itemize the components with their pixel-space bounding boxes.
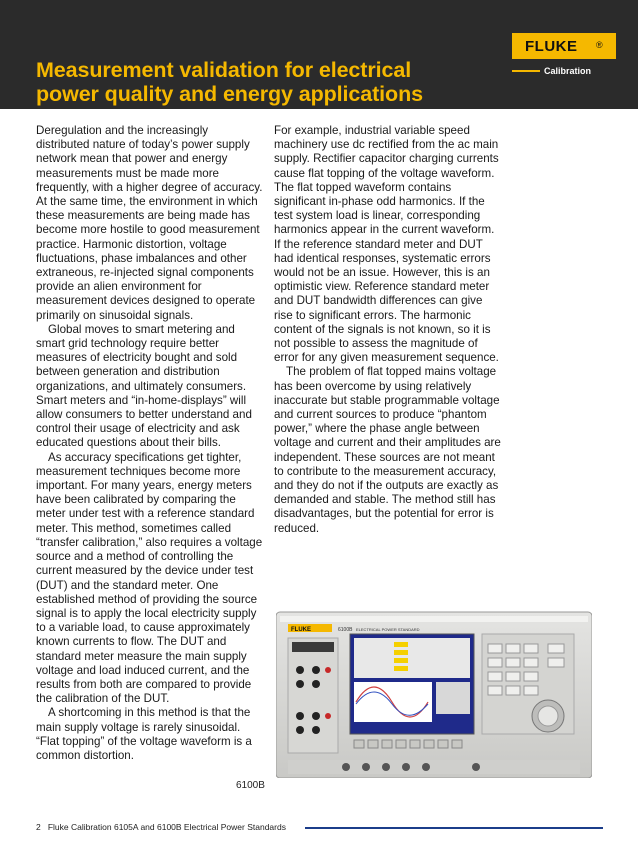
paragraph: For example, industrial variable speed machinery use dc rectified from the ac main supply. Rectifier capacitor charging currents cause flat topping of the voltage waveform. The flat topped waveform contains significant in-phase odd harmonics. If the test system load is linear, corresponding harmonics appear in the current waveform. If the reference standard meter and DUT had identical responses, systematic errors would not be an issue. However, this is an optimistic view. Reference standard meter and DUT bandwidth differences can give rise to significant errors. The harmonic content of the signals is not known, so it is not possible to assess the magnitude of error for any given measurement sequence. xyxy=(274,124,499,365)
device-photo-6100b xyxy=(276,604,592,778)
device-panel-label: ELECTRICAL POWER STANDARD xyxy=(356,627,420,632)
device-model: 6100B xyxy=(338,627,353,633)
device-brand: FLUKE xyxy=(291,627,311,633)
title-line-2: power quality and energy applications xyxy=(36,82,423,106)
fluke-logo-text: FLUKE xyxy=(525,38,578,55)
paragraph: A shortcoming in this method is that the main supply voltage is rarely sinusoidal. “Flat topping” of the voltage waveform is a common distortion. xyxy=(36,706,252,762)
registered-mark: ® xyxy=(596,40,603,50)
right-column xyxy=(274,124,504,536)
footer-text: Fluke Calibration 6105A and 6100B Electrical Power Standards xyxy=(47,822,286,832)
footer-rule xyxy=(305,827,603,829)
figure-caption: 6100B xyxy=(236,780,265,791)
page-number: 2 xyxy=(36,822,41,832)
title-line-1: Measurement validation for electrical xyxy=(36,58,412,82)
paragraph: As accuracy specifications get tighter, measurement techniques become more important. For many years, energy meters have been calibrated by comparing the meter under test with a reference standard meter. This method, sometimes called “transfer calibration,” also requires a voltage source and a method of controlling the current measured by the device under test (DUT) and the standard meter. One established method of providing the source signal is to apply the local electricity supply to a variable load, to cause approximately known currents to flow. The DUT and standard meter measure the main supply voltage and load induced current, and the results from both are compared to provide the calibration of the DUT. xyxy=(36,450,263,706)
logo-subtitle: Calibration xyxy=(544,66,592,76)
logo-accent-line xyxy=(512,70,540,72)
paragraph: Deregulation and the increasingly distributed nature of today’s power supply network mean that power and energy measurements must be made more frequently, with a higher degree of accuracy. At the same time, the environment in which these measurements are being made has become more hostile to good measurement practice. Harmonic distortion, voltage fluctuations, phase imbalances and other extraneous, re-injected signal components provide an alien environment for measurement devices designed to operate primarily on sinusoidal signals. xyxy=(36,124,263,322)
page-footer xyxy=(36,822,286,832)
left-column xyxy=(36,124,264,763)
paragraph: Global moves to smart metering and smart grid technology require better measures of electricity bought and sold between generation and distribution organizations, and ultimately consumers. Smart meters and “in-home-displays” will allow consumers to better understand and control their usage of electricity and ask educated questions about their bills. xyxy=(36,322,252,450)
page-title xyxy=(36,58,506,106)
paragraph: The problem of flat topped mains voltage has been overcome by using relatively inaccurate but stable programmable voltage and current sources to produce “phantom power,” where the phase angle between voltage and current and their amplitudes are independent. These sources are not meant to contribute to the measurement accuracy, and they do not if the outputs are exactly as demanded and stable. The method still has disadvantages, but the potential for error is reduced. xyxy=(274,365,501,535)
